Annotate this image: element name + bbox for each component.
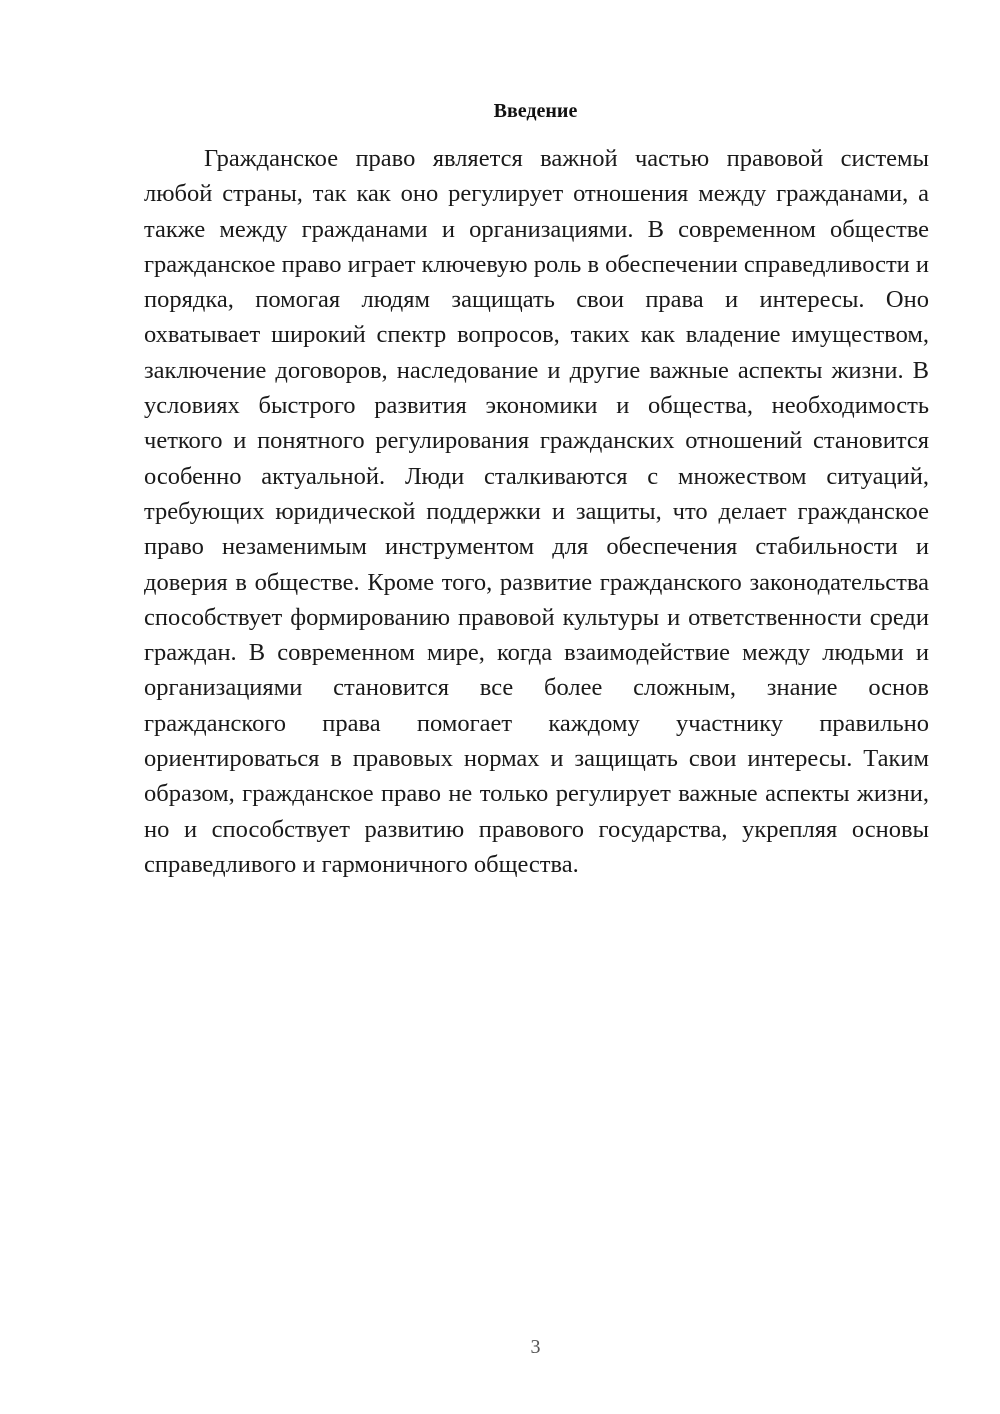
section-heading: Введение [493, 100, 578, 122]
page-number: 3 [530, 1336, 541, 1358]
body-paragraph: Гражданское право является важной частью правовой системы любой страны, так как оно регулирует отношения между гражданами, а также между гражданами и организациями. В современном обществе гражданское право играет ключевую роль в обеспечении справедливости и порядка, помогая людям защищать свои права и интересы. Оно охватывает широкий спектр вопросов, таких как владение имуществом, заключение договоров, наследование и другие важные аспекты жизни. В условиях быстрого развития экономики и общества, необходимость четкого и понятного регулирования гражданских отношений становится особенно актуальной. Люди сталкиваются с множеством ситуаций, требующих юридической поддержки и защиты, что делает гражданское право незаменимым инструментом для обеспечения стабильности и доверия в обществе. Кроме того, развитие гражданского законодательства способствует формированию правовой культуры и ответственности среди граждан. В современном мире, когда взаимодействие между людьми и организациями становится все более сложным, знание основ гражданского права помогает каждому участнику правильно ориентироваться в правовых нормах и защищать свои интересы. Таким образом, гражданское право не только регулирует важные аспекты жизни, но и способствует развитию правового государства, укрепляя основы справедливого и гармоничного общества. [144, 145, 929, 878]
